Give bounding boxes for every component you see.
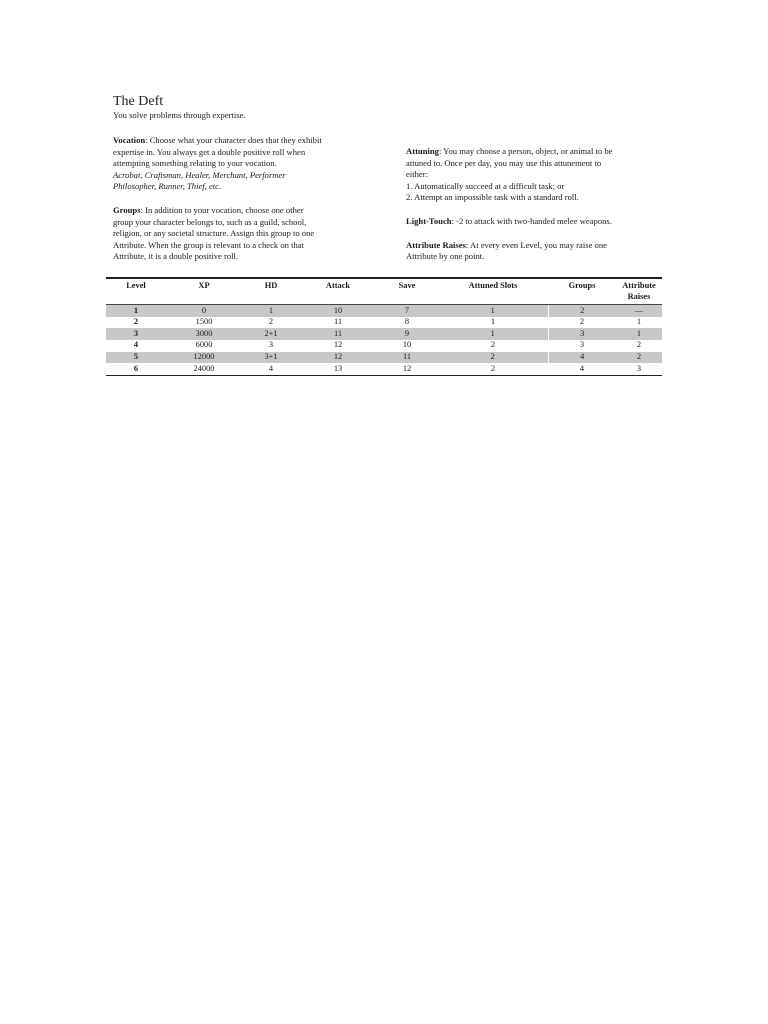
groups-line-4: Attribute. When the group is relevant to a check on that (113, 239, 304, 250)
vocation-examples-2: Philosopher, Runner, Thief, etc. (113, 181, 222, 192)
table-cell-level: 2 (133, 317, 139, 327)
table-cell: 3+1 (242, 352, 300, 364)
attribute-raises-term: Attribute Raises (406, 239, 466, 250)
vocation-line-1: Vocation: Choose what your character does that they exhibit (113, 135, 322, 145)
vocation-term: Vocation (113, 135, 146, 145)
table-row (106, 317, 662, 329)
table-cell: 2 (636, 340, 642, 350)
table-cell: 11 (376, 352, 438, 364)
table-cell: 12 (333, 340, 343, 350)
attribute-raises-paragraph (406, 240, 666, 263)
header-hd: HD (242, 278, 300, 305)
table-cell: 1 (636, 317, 642, 327)
table-cell: 11 (300, 328, 376, 340)
header-attack: Attack (300, 278, 376, 305)
table-cell: 0 (166, 305, 242, 317)
tagline: You solve problems through expertise. (113, 110, 246, 120)
left-column (113, 135, 373, 275)
groups-term: Groups (113, 204, 141, 215)
table-cell: 24000 (166, 363, 242, 375)
table-cell: 9 (376, 328, 438, 340)
table-cell: 4 (242, 363, 300, 375)
attribute-raises-line-2: Attribute by one point. (406, 251, 485, 262)
table-cell: 1500 (195, 317, 213, 327)
table-cell: 6000 (195, 340, 213, 350)
groups-line-2: group your character belongs to, such as a guild, school, (113, 216, 307, 227)
level-table-header (106, 278, 662, 305)
groups-paragraph (113, 205, 373, 263)
table-cell: 12000 (166, 352, 242, 364)
right-column (406, 146, 666, 275)
level-table-body (106, 305, 662, 376)
page-title: The Deft (113, 94, 164, 109)
attuning-line-1: Attuning: You may choose a person, object, or animal to be (406, 146, 613, 156)
groups-line-5: Attribute, it is a double positive roll. (113, 251, 239, 262)
groups-line-3: religion, or any societal structure. Assign this group to one (113, 228, 315, 239)
header-row (106, 278, 662, 305)
table-row (106, 363, 662, 375)
table-cell: 3000 (166, 328, 242, 340)
level-table (106, 277, 662, 376)
table-row (106, 352, 662, 364)
vocation-line-2: expertise in. You always get a double positive roll when (113, 146, 306, 157)
light-touch-paragraph (406, 216, 666, 228)
header-groups: Groups (548, 278, 616, 305)
table-cell: 12 (300, 352, 376, 364)
table-cell: — (616, 305, 662, 317)
table-cell: 10 (300, 305, 376, 317)
vocation-paragraph (113, 135, 373, 193)
table-cell: 3 (548, 328, 616, 340)
table-cell: 3 (616, 363, 662, 375)
table-cell: 4 (548, 352, 616, 364)
header-save: Save (376, 278, 438, 305)
table-row (106, 305, 662, 317)
table-cell: 2 (268, 317, 274, 327)
table-cell: 1 (438, 328, 548, 340)
table-cell-level: 3 (106, 328, 166, 340)
table-cell-level: 5 (106, 352, 166, 364)
table-row (106, 340, 662, 352)
attuning-line-2: attuned to. Once per day, you may use this attunement to (406, 157, 602, 168)
table-cell: 3 (268, 340, 274, 350)
table-cell: 2 (616, 352, 662, 364)
table-cell: 4 (548, 363, 616, 375)
table-cell: 12 (376, 363, 438, 375)
table-cell-level: 1 (106, 305, 166, 317)
table-cell: 2 (438, 363, 548, 375)
vocation-examples-1: Acrobat, Craftsman, Healer, Merchant, Performer (113, 169, 286, 180)
header-attuned-slots: Attuned Slots (438, 278, 548, 305)
table-cell-level: 6 (106, 363, 166, 375)
attuning-option-2: 2. Attempt an impossible task with a standard roll. (406, 192, 579, 203)
header-xp: XP (166, 278, 242, 305)
table-cell: 8 (404, 317, 410, 327)
header-level: Level (106, 278, 166, 305)
attuning-paragraph (406, 146, 666, 204)
attuning-option-1: 1. Automatically succeed at a difficult task; or (406, 180, 565, 191)
attribute-raises-line-1: Attribute Raises: At every even Level, you may raise one (406, 239, 607, 250)
attuning-term: Attuning (406, 146, 439, 156)
table-cell: 1 (438, 305, 548, 317)
table-cell: 3 (579, 340, 585, 350)
table-cell: 1 (242, 305, 300, 317)
table-cell: 2 (579, 317, 585, 327)
table-cell: 1 (616, 328, 662, 340)
table-cell: 11 (333, 317, 343, 327)
table-cell: 10 (402, 340, 412, 350)
table-cell: 7 (376, 305, 438, 317)
table-cell: 13 (300, 363, 376, 375)
table-cell: 2 (438, 352, 548, 364)
table-cell: 2 (490, 340, 496, 350)
table-row (106, 328, 662, 340)
table-cell: 2+1 (242, 328, 300, 340)
header-attribute-raises: Attribute Raises (616, 278, 662, 305)
table-cell: 1 (490, 317, 496, 327)
light-touch-text: : -2 to attack with two-handed melee weapons. (451, 215, 612, 226)
groups-line-1: Groups: In addition to your vocation, choose one other (113, 204, 304, 215)
vocation-line-3: attempting something relating to your vocation. (113, 158, 277, 169)
table-cell-level: 4 (133, 340, 139, 350)
attuning-line-3: either: (406, 169, 428, 180)
table-cell: 2 (548, 305, 616, 317)
light-touch-term: Light-Touch (406, 215, 452, 226)
